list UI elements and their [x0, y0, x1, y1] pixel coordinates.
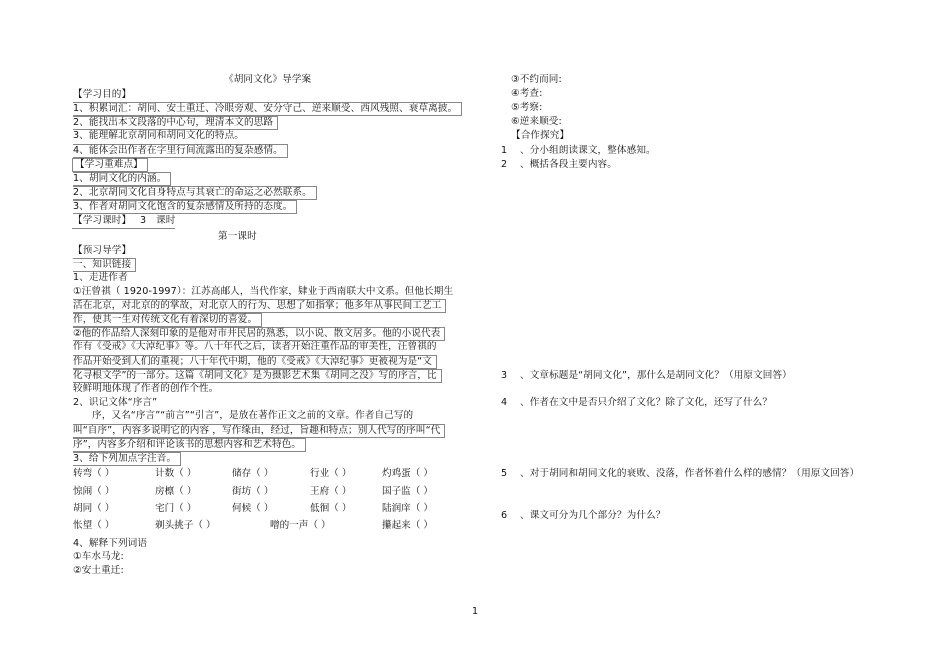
pinyin-item: 怅望（ ） — [73, 520, 115, 531]
vocab-item: ⑤考察: — [511, 102, 543, 113]
vocab-item: ⑥逆来顺受: — [511, 116, 562, 127]
author-line: ②他的作品给人深刻印象的是他对市井民居的熟悉，以小说、散文居多。他的小说代表 — [73, 327, 445, 341]
pinyin-item: 计数（ ） — [155, 468, 197, 479]
question-text: 、作者在文中是否只介绍了文化？除了文化，还写了什么？ — [520, 397, 773, 408]
question-text: 、课文可分为几个部分？为什么？ — [520, 510, 666, 521]
author-line: 作，使其一生对传统文化有着深切的喜爱。 — [73, 313, 262, 327]
preface-line: 序”，内容多介绍和评论该书的思想内容和艺术特色。 — [73, 438, 306, 452]
pinyin-item: 噌的一声（ ） — [270, 520, 331, 531]
author-line: 化寻根文学”的一部分。这篇《胡同文化》是为摄影艺术集《胡同之没》写的序言，比 — [73, 369, 442, 383]
author-line: 作有《受戒》《大淖纪事》等。八十年代之后，读者开始注重作品的审美性，汪曾祺的 — [73, 341, 437, 352]
question-number: 5 — [501, 468, 508, 479]
pinyin-item: 低徊（ ） — [310, 503, 352, 514]
pinyin-item: 胡同（ ） — [73, 503, 115, 514]
pinyin-item: 攥起来（ ） — [382, 520, 434, 531]
lesson-hours-label: 【学习课时】 — [73, 215, 132, 226]
cooperation-header: 【合作探究】 — [511, 130, 570, 141]
author-line: ①汪曾祺（ 1920-1997）：江苏高邮人，当代作家，肄业于西南联大中文系。但他长期生 — [73, 286, 454, 297]
author-line: 作品开始受到人们的重视；八十年代中期，他的《受戒》《大淖纪事》更被视为是“文 — [73, 355, 437, 369]
objective-item: 4、能体会出作者在字里行间流露出的复杂感情。 — [73, 144, 288, 158]
document-title: 《胡同文化》导学案 — [224, 74, 312, 85]
question-text: 、对于胡同和胡同文化的衰败、没落，作者怀着什么样的感情？（用原文回答） — [520, 468, 860, 479]
question-text: 、文章标题是“胡同文化”，那什么是胡同文化？（用原文回答） — [520, 370, 792, 381]
section-heading: 1、走进作者 — [73, 272, 128, 283]
vocab-item: ①车水马龙: — [73, 551, 124, 562]
keypoint-item: 2、北京胡同文化自身特点与其衰亡的命运之必然联系。 — [73, 186, 317, 200]
keypoint-item: 1、胡同文化的内涵。 — [73, 172, 171, 186]
question-number: 2 — [501, 159, 508, 170]
question-text: 、分小组朗读课文，整体感知。 — [520, 145, 656, 156]
pinyin-item: 行业（ ） — [310, 468, 352, 479]
section-heading: 一、知识链接 — [73, 258, 136, 272]
vocab-item: ③不约而同: — [511, 74, 562, 85]
preview-header: 【预习导学】 — [73, 245, 132, 256]
section-heading: 4、解释下列词语 — [73, 538, 148, 549]
vocab-item: ④考查: — [511, 88, 543, 99]
pinyin-item: 国子监（ ） — [382, 486, 434, 497]
question-number: 4 — [501, 397, 508, 408]
objective-item: 1、积累词汇：胡同、安土重迁、冷眼旁观、安分守己、逆来顺受、西风残照、衰草离披。 — [73, 102, 462, 116]
pinyin-item: 剃头挑子（ ） — [155, 520, 216, 531]
preface-line: 叫“自序”，内容多说明它的内容 ，写作缘由，经过，旨趣和特点；别人代写的序叫“代 — [73, 424, 445, 438]
pinyin-item: 灼鸡蛋（ ） — [382, 468, 434, 479]
pinyin-item: 街坊（ ） — [232, 486, 274, 497]
pinyin-item: 惊闹（ ） — [73, 486, 115, 497]
pinyin-item: 王府（ ） — [310, 486, 352, 497]
section-heading: 2、识记文体“序言” — [73, 397, 158, 408]
question-number: 3 — [501, 370, 508, 381]
question-text: 、概括各段主要内容。 — [520, 159, 617, 170]
pinyin-item: 储存（ ） — [232, 468, 274, 479]
author-line: 较鲜明地体现了作者的创作个性。 — [73, 383, 219, 394]
first-lesson-heading: 第一课时 — [218, 231, 257, 242]
vocab-item: ②安土重迁: — [73, 565, 124, 576]
objectives-header: 【学习目的】 — [73, 89, 132, 100]
section-heading: 3、给下列加点字注音。 — [73, 452, 181, 466]
objective-item: 3、能理解北京胡同和胡同文化的特点。 — [73, 130, 244, 141]
lesson-hours-unit: 课时 — [156, 215, 176, 226]
divider — [72, 228, 175, 229]
pinyin-item: 陆润庠（ ） — [382, 503, 434, 514]
page-number: 1 — [472, 606, 479, 617]
author-line: 活在北京，对北京的的掌故，对北京人的行为、思想了如指掌；他多年从事民间工艺工 — [73, 299, 446, 313]
pinyin-item: 转弯（ ） — [73, 468, 115, 479]
preface-line: 序，又名“序言”“前言”“引言”，是放在著作正文之前的文章。作者自己写的 — [92, 410, 414, 421]
question-number: 1 — [501, 145, 508, 156]
question-number: 6 — [501, 510, 508, 521]
lesson-hours-value: 3 — [140, 215, 147, 226]
pinyin-item: 何候（ ） — [232, 503, 274, 514]
pinyin-item: 宅门（ ） — [155, 503, 197, 514]
objective-item: 2、能找出本文段落的中心句，理清本文的思路 — [73, 116, 278, 130]
keypoints-header: 【学习重难点】 — [72, 158, 148, 172]
keypoint-item: 3、作者对胡同文化饱含的复杂感情及所持的态度。 — [73, 200, 297, 214]
pinyin-item: 房檩（ ） — [155, 486, 197, 497]
